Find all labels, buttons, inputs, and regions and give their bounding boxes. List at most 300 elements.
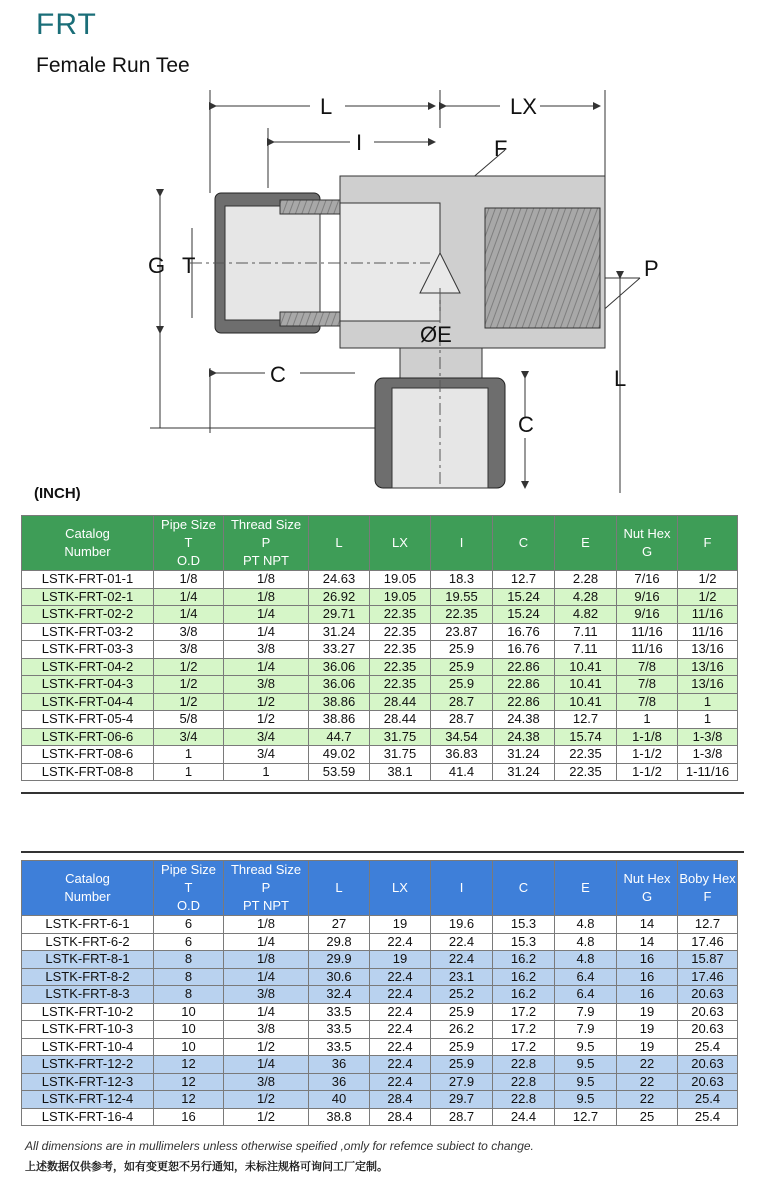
table-row: [22, 968, 738, 986]
table-cell: 22.4: [370, 1003, 431, 1021]
footnote-chinese: 上述数据仅供参考，如有变更恕不另行通知，未标注规格可询问工厂定制。: [25, 1161, 388, 1173]
table-cell: 1-11/16: [678, 763, 738, 781]
table-cell: 19.55: [431, 588, 493, 606]
table-cell: 1/2: [224, 711, 309, 729]
table-cell: 44.7: [309, 728, 370, 746]
table-row: [22, 746, 738, 764]
table-cell: 1/2: [224, 1038, 309, 1056]
column-header: [154, 516, 224, 571]
table-cell: 5/8: [154, 711, 224, 729]
header-line: I: [459, 535, 464, 550]
table-cell: 15.3: [493, 916, 555, 934]
table-cell: 19: [370, 951, 431, 969]
table-cell: 16.76: [493, 623, 555, 641]
header-line: Pipe Size: [161, 517, 216, 532]
table-cell: 28.7: [431, 693, 493, 711]
table-cell: 9/16: [617, 588, 678, 606]
table-cell: 11/16: [617, 641, 678, 659]
table-cell: LSTK-FRT-8-2: [22, 968, 154, 986]
page-subtitle: Female Run Tee: [36, 54, 190, 77]
table-cell: 1-1/2: [617, 763, 678, 781]
header-line: P: [261, 535, 271, 550]
table-cell: 1: [678, 711, 738, 729]
column-header: [678, 516, 738, 571]
table-cell: 3/8: [154, 623, 224, 641]
table-cell: 1: [154, 746, 224, 764]
table-cell: 22.4: [370, 986, 431, 1004]
column-header: [22, 516, 154, 571]
table-cell: 24.38: [493, 728, 555, 746]
table-cell: 1: [154, 763, 224, 781]
table-row: [22, 693, 738, 711]
table-cell: 4.8: [555, 916, 617, 934]
label-i: I: [356, 130, 363, 155]
column-header: [431, 861, 493, 916]
column-header: [493, 516, 555, 571]
table-cell: 16: [154, 1108, 224, 1126]
table-cell: 16: [617, 968, 678, 986]
header-line: I: [459, 880, 464, 895]
table-row: [22, 676, 738, 694]
table-cell: 19: [370, 916, 431, 934]
table-cell: 13/16: [678, 658, 738, 676]
label-e: ØE: [420, 322, 452, 347]
table-cell: 12: [154, 1056, 224, 1074]
header-line: T: [184, 880, 193, 895]
table-cell: 10: [154, 1038, 224, 1056]
table-cell: 1/4: [154, 606, 224, 624]
table-cell: 11/16: [617, 623, 678, 641]
table-cell: 41.4: [431, 763, 493, 781]
column-header: [555, 861, 617, 916]
table-cell: 31.24: [493, 746, 555, 764]
table-cell: 29.7: [431, 1091, 493, 1109]
table-cell: 11/16: [678, 606, 738, 624]
table-cell: 7/8: [617, 693, 678, 711]
table-cell: LSTK-FRT-12-2: [22, 1056, 154, 1074]
header-line: Nut Hex: [623, 526, 671, 541]
table-cell: LSTK-FRT-6-1: [22, 916, 154, 934]
table-cell: 1/4: [224, 658, 309, 676]
table-row: [22, 1038, 738, 1056]
table-cell: 2.28: [555, 571, 617, 589]
table-cell: 1: [224, 763, 309, 781]
table-cell: LSTK-FRT-04-4: [22, 693, 154, 711]
table-cell: 17.2: [493, 1038, 555, 1056]
table-cell: 17.2: [493, 1021, 555, 1039]
table-cell: 16: [617, 986, 678, 1004]
header-line: T: [184, 535, 193, 550]
table-cell: 29.71: [309, 606, 370, 624]
table-cell: 8: [154, 951, 224, 969]
table-cell: 4.82: [555, 606, 617, 624]
table-cell: 10: [154, 1021, 224, 1039]
table-cell: 1/4: [224, 1003, 309, 1021]
table-row: [22, 986, 738, 1004]
table-cell: 22.35: [370, 606, 431, 624]
label-l: L: [320, 94, 333, 119]
header-line: PT NPT: [243, 553, 289, 568]
table-cell: 26.2: [431, 1021, 493, 1039]
table-cell: 7.9: [555, 1003, 617, 1021]
table-cell: 33.5: [309, 1003, 370, 1021]
column-header: [617, 516, 678, 571]
header-line: C: [518, 535, 529, 550]
table-cell: 1: [678, 693, 738, 711]
column-header: [370, 861, 431, 916]
table-cell: 12.7: [555, 711, 617, 729]
table-cell: 20.63: [678, 1073, 738, 1091]
table-cell: 11/16: [678, 623, 738, 641]
label-l-right: L: [614, 366, 627, 391]
table-cell: 30.6: [309, 968, 370, 986]
table-cell: LSTK-FRT-02-1: [22, 588, 154, 606]
table-cell: 19: [617, 1003, 678, 1021]
label-c-left: C: [270, 362, 286, 387]
table-cell: 12.7: [678, 916, 738, 934]
table-cell: 9/16: [617, 606, 678, 624]
table-cell: 25.9: [431, 641, 493, 659]
table-cell: 26.92: [309, 588, 370, 606]
table-cell: LSTK-FRT-8-3: [22, 986, 154, 1004]
table-cell: 4.8: [555, 933, 617, 951]
divider: [21, 851, 744, 853]
table-cell: 25.9: [431, 658, 493, 676]
table-cell: 22.8: [493, 1091, 555, 1109]
header-line: Pipe Size: [161, 862, 216, 877]
table-cell: 22.35: [555, 746, 617, 764]
table-row: [22, 641, 738, 659]
table-cell: 25.4: [678, 1038, 738, 1056]
table-row: [22, 1073, 738, 1091]
table-cell: 20.63: [678, 1003, 738, 1021]
header-line: Thread Size: [230, 862, 302, 877]
table-cell: 14: [617, 916, 678, 934]
column-header: [309, 516, 370, 571]
table-cell: LSTK-FRT-16-4: [22, 1108, 154, 1126]
table-cell: 17.2: [493, 1003, 555, 1021]
header-line: Catalog: [65, 871, 110, 886]
table-cell: 3/8: [224, 1021, 309, 1039]
table-cell: 15.24: [493, 588, 555, 606]
table-cell: 31.75: [370, 728, 431, 746]
table-cell: 12: [154, 1073, 224, 1091]
table-cell: 22.4: [370, 1073, 431, 1091]
table-row: [22, 1091, 738, 1109]
table-cell: 1: [617, 711, 678, 729]
table-cell: 22.86: [493, 676, 555, 694]
table-cell: 23.1: [431, 968, 493, 986]
header-line: E: [581, 535, 590, 550]
table-cell: 53.59: [309, 763, 370, 781]
table-cell: 10.41: [555, 676, 617, 694]
header-line: G: [641, 544, 653, 559]
table-cell: 32.4: [309, 986, 370, 1004]
table-cell: 9.5: [555, 1073, 617, 1091]
table-cell: 6: [154, 916, 224, 934]
table-cell: 16.2: [493, 986, 555, 1004]
table-cell: 1/4: [224, 606, 309, 624]
table-cell: 4.8: [555, 951, 617, 969]
header-line: Number: [64, 889, 111, 904]
column-header: [493, 861, 555, 916]
table-cell: 1/2: [224, 1108, 309, 1126]
column-header: [431, 516, 493, 571]
page-title: FRT: [36, 8, 97, 41]
table-cell: 1/2: [224, 1091, 309, 1109]
table-cell: 36.83: [431, 746, 493, 764]
table-cell: LSTK-FRT-05-4: [22, 711, 154, 729]
table-cell: LSTK-FRT-04-3: [22, 676, 154, 694]
table-cell: 3/8: [224, 641, 309, 659]
table-cell: 22.35: [431, 606, 493, 624]
column-header: [224, 861, 309, 916]
table-cell: 17.46: [678, 933, 738, 951]
fitting-drawing: [130, 88, 659, 488]
table-cell: 25.9: [431, 1038, 493, 1056]
table-cell: LSTK-FRT-03-3: [22, 641, 154, 659]
table-cell: 10.41: [555, 658, 617, 676]
table-cell: 1/2: [154, 658, 224, 676]
table-cell: 22.35: [370, 658, 431, 676]
table-cell: 22: [617, 1056, 678, 1074]
table-row: [22, 1056, 738, 1074]
table-cell: 19.6: [431, 916, 493, 934]
table-cell: 22.35: [370, 641, 431, 659]
table-cell: 1/2: [224, 693, 309, 711]
table-cell: 29.9: [309, 951, 370, 969]
table-cell: 10: [154, 1003, 224, 1021]
table-cell: 7.9: [555, 1021, 617, 1039]
column-header: [370, 516, 431, 571]
table-cell: 22.4: [370, 1056, 431, 1074]
table-cell: 36.06: [309, 676, 370, 694]
table-cell: 22.86: [493, 658, 555, 676]
header-line: O.D: [176, 553, 201, 568]
table-cell: 25.2: [431, 986, 493, 1004]
table-cell: 9.5: [555, 1091, 617, 1109]
table-row: [22, 916, 738, 934]
table-row: [22, 571, 738, 589]
table-cell: 27.9: [431, 1073, 493, 1091]
header-line: Number: [64, 544, 111, 559]
table-cell: 33.5: [309, 1038, 370, 1056]
table-cell: 25: [617, 1108, 678, 1126]
header-line: F: [703, 889, 712, 904]
table-cell: LSTK-FRT-08-8: [22, 763, 154, 781]
table-cell: 3/8: [154, 641, 224, 659]
table-cell: LSTK-FRT-6-2: [22, 933, 154, 951]
table-cell: 7/8: [617, 658, 678, 676]
table-cell: 19.05: [370, 571, 431, 589]
table-cell: 7.11: [555, 641, 617, 659]
table-cell: LSTK-FRT-02-2: [22, 606, 154, 624]
table-cell: 40: [309, 1091, 370, 1109]
table-cell: 10.41: [555, 693, 617, 711]
header-row: [22, 861, 738, 916]
divider: [21, 792, 744, 794]
column-header: [678, 861, 738, 916]
table-cell: 14: [617, 933, 678, 951]
table-cell: 7/8: [617, 676, 678, 694]
table-cell: 20.63: [678, 1056, 738, 1074]
table-row: [22, 763, 738, 781]
header-line: C: [518, 880, 529, 895]
table-row: [22, 606, 738, 624]
column-header: [224, 516, 309, 571]
table-cell: 23.87: [431, 623, 493, 641]
table-cell: 3/4: [224, 728, 309, 746]
table-row: [22, 951, 738, 969]
table-cell: LSTK-FRT-10-3: [22, 1021, 154, 1039]
table-cell: 20.63: [678, 986, 738, 1004]
table-cell: 1/4: [224, 933, 309, 951]
table-cell: 22.4: [370, 968, 431, 986]
header-line: O.D: [176, 898, 201, 913]
table-cell: 1/2: [678, 588, 738, 606]
table-row: [22, 711, 738, 729]
header-row: [22, 516, 738, 571]
table-cell: LSTK-FRT-12-4: [22, 1091, 154, 1109]
table-cell: 24.38: [493, 711, 555, 729]
table-cell: 22.8: [493, 1056, 555, 1074]
metric-table: [21, 860, 738, 1126]
table-cell: 22.86: [493, 693, 555, 711]
table-cell: 22.4: [370, 933, 431, 951]
table-cell: LSTK-FRT-03-2: [22, 623, 154, 641]
table-cell: 8: [154, 968, 224, 986]
table-row: [22, 933, 738, 951]
header-line: L: [335, 535, 343, 550]
table-cell: 22.4: [431, 933, 493, 951]
label-lx: LX: [510, 94, 537, 119]
header-line: LX: [392, 535, 408, 550]
table-cell: 31.24: [493, 763, 555, 781]
table-cell: 33.27: [309, 641, 370, 659]
header-line: E: [581, 880, 590, 895]
table-cell: 1/2: [154, 693, 224, 711]
table-cell: 36.06: [309, 658, 370, 676]
table-cell: 1/4: [224, 968, 309, 986]
table-cell: 20.63: [678, 1021, 738, 1039]
table-cell: 1/8: [224, 951, 309, 969]
table-cell: LSTK-FRT-08-6: [22, 746, 154, 764]
table-cell: 8: [154, 986, 224, 1004]
table-row: [22, 1108, 738, 1126]
inch-table: [21, 515, 738, 781]
table-cell: 25.9: [431, 1003, 493, 1021]
table-cell: 22.4: [370, 1038, 431, 1056]
header-line: Thread Size: [230, 517, 302, 532]
table-cell: 22: [617, 1073, 678, 1091]
header-line: L: [335, 880, 343, 895]
table-cell: 13/16: [678, 641, 738, 659]
table-row: [22, 1021, 738, 1039]
table-cell: LSTK-FRT-10-2: [22, 1003, 154, 1021]
column-header: [154, 861, 224, 916]
header-line: Catalog: [65, 526, 110, 541]
header-line: Nut Hex: [623, 871, 671, 886]
column-header: [309, 861, 370, 916]
table-cell: 1/8: [224, 588, 309, 606]
table-cell: 1/4: [224, 1056, 309, 1074]
table-cell: 7/16: [617, 571, 678, 589]
table-cell: 28.7: [431, 1108, 493, 1126]
table-cell: 6.4: [555, 968, 617, 986]
table-cell: 19: [617, 1021, 678, 1039]
table-cell: LSTK-FRT-8-1: [22, 951, 154, 969]
table-cell: 16.2: [493, 968, 555, 986]
table-cell: 1-3/8: [678, 746, 738, 764]
table-cell: 1/2: [678, 571, 738, 589]
table-cell: 38.8: [309, 1108, 370, 1126]
table-cell: 1/4: [224, 623, 309, 641]
table-cell: 6.4: [555, 986, 617, 1004]
table-cell: 25.9: [431, 676, 493, 694]
table-cell: 22.8: [493, 1073, 555, 1091]
header-line: PT NPT: [243, 898, 289, 913]
column-header: [555, 516, 617, 571]
table-cell: 22: [617, 1091, 678, 1109]
table-cell: 17.46: [678, 968, 738, 986]
table-cell: 38.86: [309, 693, 370, 711]
table-cell: 22.4: [370, 1021, 431, 1039]
unit-label: (INCH): [34, 485, 81, 502]
table-cell: 36: [309, 1056, 370, 1074]
table-cell: 22.35: [555, 763, 617, 781]
table-cell: 1-1/8: [617, 728, 678, 746]
header-line: P: [261, 880, 271, 895]
table-cell: 1/4: [154, 588, 224, 606]
table-cell: 28.7: [431, 711, 493, 729]
table-cell: 9.5: [555, 1056, 617, 1074]
table-cell: 6: [154, 933, 224, 951]
table-cell: 3/4: [224, 746, 309, 764]
table-cell: LSTK-FRT-06-6: [22, 728, 154, 746]
table-cell: 16: [617, 951, 678, 969]
table-row: [22, 728, 738, 746]
table-cell: 16.2: [493, 951, 555, 969]
table-cell: 25.4: [678, 1091, 738, 1109]
table-cell: 25.9: [431, 1056, 493, 1074]
table-cell: 28.4: [370, 1091, 431, 1109]
label-t: T: [182, 253, 196, 278]
table-cell: LSTK-FRT-10-4: [22, 1038, 154, 1056]
table-cell: LSTK-FRT-01-1: [22, 571, 154, 589]
column-header: [617, 861, 678, 916]
table-cell: 3/8: [224, 1073, 309, 1091]
table-cell: 16.76: [493, 641, 555, 659]
table-cell: 24.63: [309, 571, 370, 589]
table-cell: 15.24: [493, 606, 555, 624]
table-cell: 12: [154, 1091, 224, 1109]
table-cell: 1/8: [224, 571, 309, 589]
header-line: LX: [392, 880, 408, 895]
table-cell: 3/8: [224, 676, 309, 694]
table-cell: 1-3/8: [678, 728, 738, 746]
table-cell: 31.24: [309, 623, 370, 641]
table-cell: 28.44: [370, 711, 431, 729]
table-cell: 33.5: [309, 1021, 370, 1039]
table-cell: 28.44: [370, 693, 431, 711]
table-row: [22, 588, 738, 606]
table-cell: 22.4: [431, 951, 493, 969]
table-cell: 29.8: [309, 933, 370, 951]
table-cell: 19.05: [370, 588, 431, 606]
footnote-english: All dimensions are in mullimelers unless otherwise speified ,omly for refemce subiect to change.: [25, 1139, 534, 1153]
table-cell: 18.3: [431, 571, 493, 589]
table-cell: 24.4: [493, 1108, 555, 1126]
